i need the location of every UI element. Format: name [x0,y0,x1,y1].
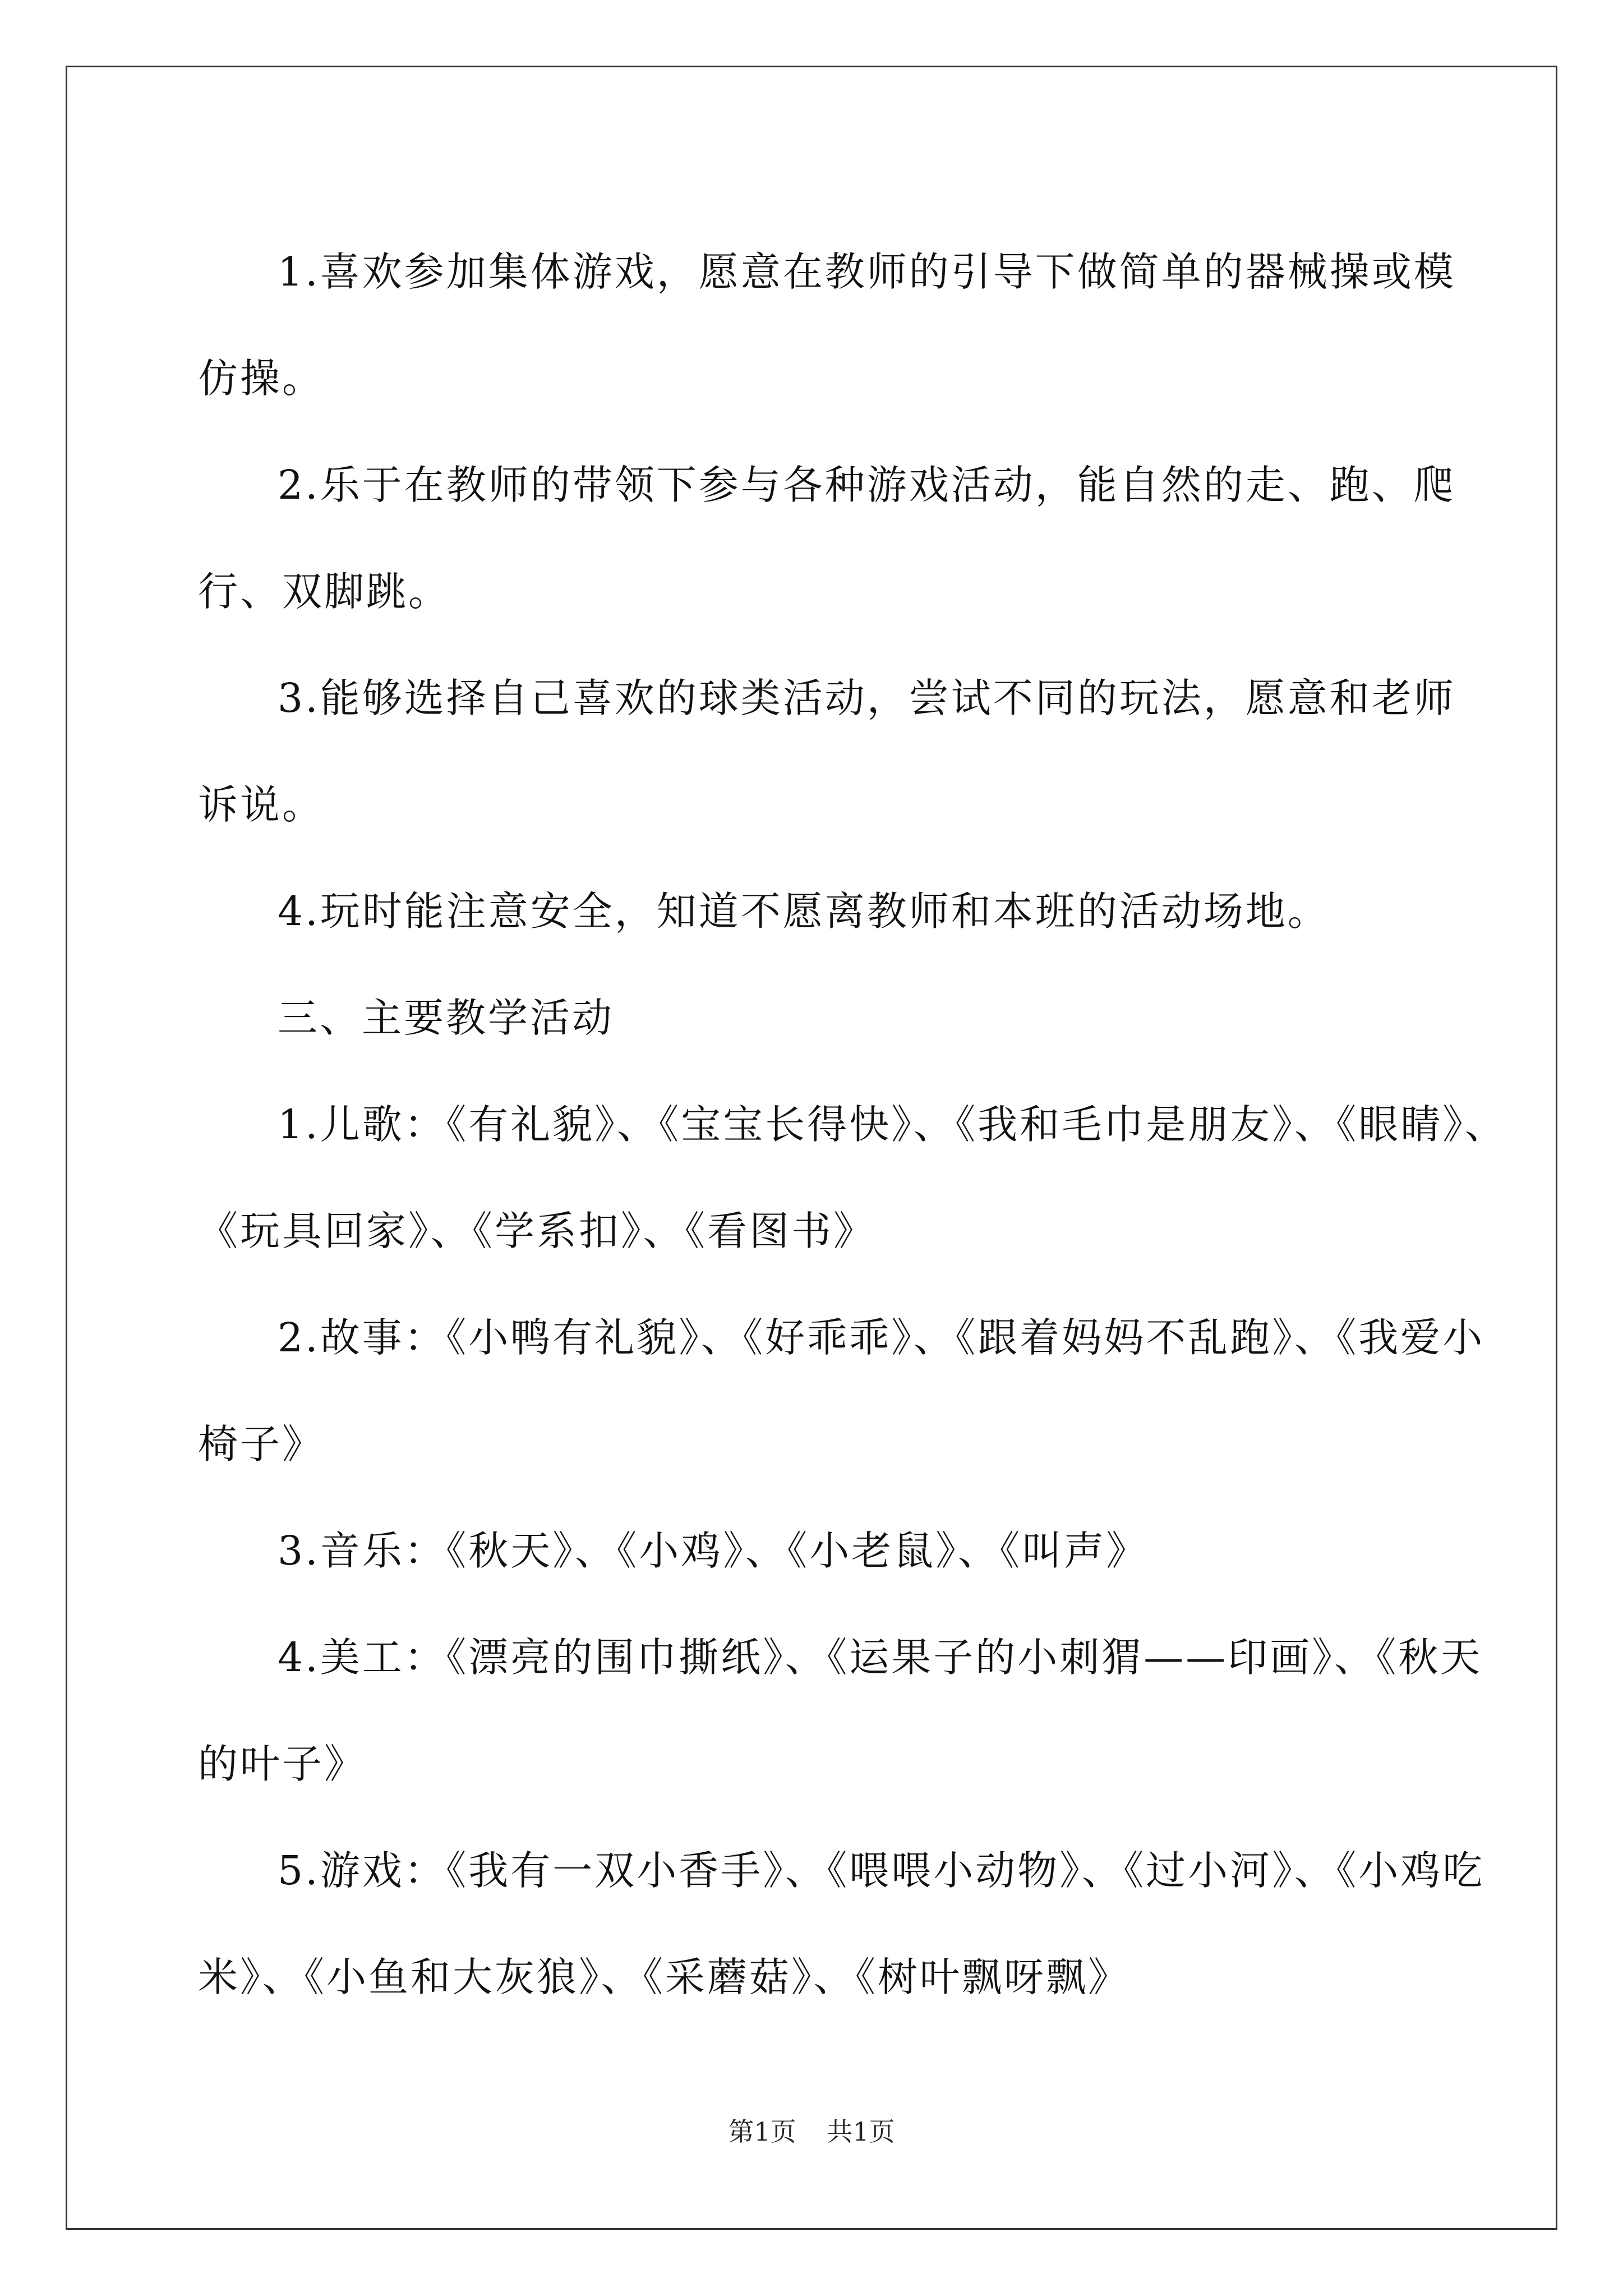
paragraph-stories: 2.故事：《小鸭有礼貌》、《好乖乖》、《跟着妈妈不乱跑》、《我爱小椅子》 [198,1314,1485,1467]
section-heading: 三、主要教学活动 [278,995,615,1041]
paragraph-games: 5.游戏：《我有一双小香手》、《喂喂小动物》、《过小河》、《小鸡吃米》、《小鱼和大灰狼》、《采蘑菇》、《树叶飘呀飘》 [198,1847,1485,2000]
document-body [198,219,1507,2031]
paragraph-songs: 1.儿歌：《有礼貌》、《宝宝长得快》、《我和毛巾是朋友》、《眼睛》、《玩具回家》、《学系扣》、《看图书》 [198,1101,1507,1254]
page-footer [0,2115,1623,2148]
page-number: 第1页 [728,2116,796,2147]
paragraph-goal-2: 2.乐于在教师的带领下参与各种游戏活动，能自然的走、跑、爬行、双脚跳。 [198,462,1456,615]
paragraph-goal-3: 3.能够选择自己喜欢的球类活动，尝试不同的玩法，愿意和老师诉说。 [198,675,1456,828]
page-total: 共1页 [827,2116,895,2147]
paragraph-art: 4.美工：《漂亮的围巾撕纸》、《运果子的小刺猬——印画》、《秋天的叶子》 [198,1634,1483,1787]
paragraph-goal-4: 4.玩时能注意安全，知道不愿离教师和本班的活动场地。 [278,888,1330,935]
paragraph-goal-1: 1.喜欢参加集体游戏，愿意在教师的引导下做简单的器械操或模仿操。 [198,249,1456,402]
paragraph-music: 3.音乐：《秋天》、《小鸡》、《小老鼠》、《叫声》 [278,1527,1149,1574]
